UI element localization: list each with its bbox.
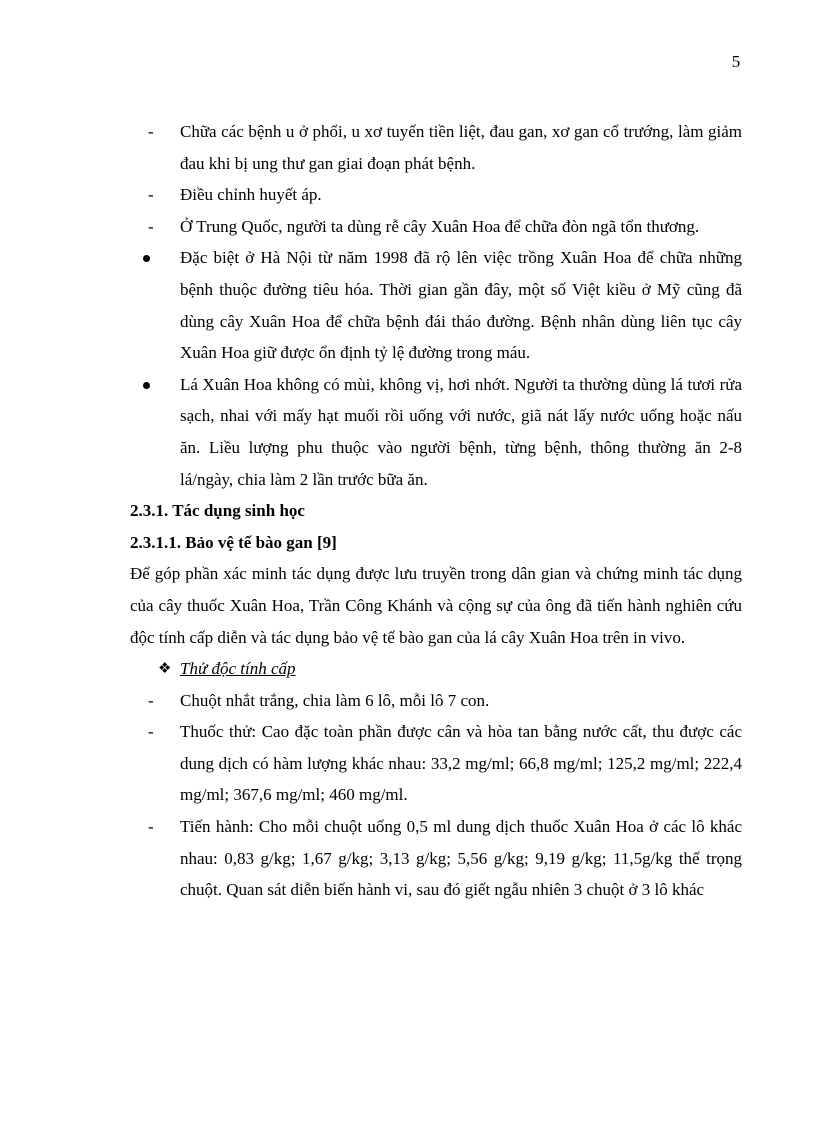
- dash-list-item: [130, 685, 742, 717]
- dash-list-item: [130, 116, 742, 179]
- list-item-text: Thuốc thử: Cao đặc toàn phần được cân và hòa tan bằng nước cất, thu được các dung dịch có hàm lượng khác nhau: 33,2 mg/ml; 66,8 mg/ml; 125,2 mg/ml; 222,4 mg/ml; 367,6 mg/ml; 460 mg/ml.: [180, 722, 742, 805]
- list-item-text: Tiến hành: Cho mỗi chuột uống 0,5 ml dung dịch thuốc Xuân Hoa ở các lô khác nhau: 0,83 g/kg; 1,67 g/kg; 3,13 g/kg; 5,56 g/kg; 9,19 g/kg; 11,5g/kg thể trọng chuột. Quan sát diễn biến hành vi, sau đó giết ngẫu nhiên 3 chuột ở 3 lô khác: [180, 817, 742, 900]
- dash-list-item: [130, 811, 742, 906]
- bullet-icon: [143, 255, 150, 262]
- list-item-text: Ở Trung Quốc, người ta dùng rễ cây Xuân Hoa để chữa đòn ngã tổn thương.: [180, 216, 700, 236]
- dash-list-item: [130, 211, 742, 243]
- list-item-text: Đặc biệt ở Hà Nội từ năm 1998 đã rộ lên việc trồng Xuân Hoa để chữa những bệnh thuộc đường tiêu hóa. Thời gian gần đây, một số Việt kiều ở Mỹ cũng đã dùng cây Xuân Hoa để chữa bệnh đái tháo đường. Bệnh nhân dùng liên tục cây Xuân Hoa giữ được ổn định tỷ lệ đường trong máu.: [180, 248, 742, 363]
- dash-marker: -: [148, 817, 154, 837]
- dash-marker: -: [148, 690, 154, 710]
- dash-list-item: [130, 716, 742, 811]
- bullet-list-item: [130, 242, 742, 368]
- list-item-text: Chuột nhắt trắng, chia làm 6 lô, mỗi lô 7 con.: [180, 690, 490, 710]
- subsection-heading: 2.3.1.1. Bảo vệ tế bào gan [9]: [130, 532, 337, 552]
- dash-marker: -: [148, 122, 154, 141]
- list-item-text: Lá Xuân Hoa không có mùi, không vị, hơi nhớt. Người ta thường dùng lá tươi rửa sạch, nhai với mấy hạt muối rồi uống với nước, giã nát lấy nước uống hoặc nấu ăn. Liều lượng phu thuộc vào người bệnh, từng bệnh, thông thường ăn 2-8 lá/ngày, chia làm 2 lần trước bữa ăn.: [180, 374, 742, 489]
- subsection-title-row: [130, 653, 742, 685]
- dash-marker: -: [148, 216, 154, 236]
- intro-paragraph: Để góp phần xác minh tác dụng được lưu truyền trong dân gian và chứng minh tác dụng của cây thuốc Xuân Hoa, Trần Công Khánh và cộng sự của ông đã tiến hành nghiên cứu độc tính cấp diễn và tác dụng bảo vệ tế bào gan của lá cây Xuân Hoa trên in vivo.: [130, 564, 742, 647]
- section-heading: 2.3.1. Tác dụng sinh học: [130, 501, 305, 521]
- page-content: [130, 116, 742, 906]
- dash-marker: -: [148, 185, 154, 205]
- dash-marker: -: [148, 722, 154, 742]
- list-item-text: Điều chỉnh huyết áp.: [180, 185, 322, 205]
- diamond-bullet-icon: ❖: [158, 659, 172, 678]
- bullet-icon: [143, 382, 150, 389]
- subsection-title: Thử độc tính cấp: [180, 659, 296, 679]
- page-number: 5: [731, 52, 741, 71]
- bullet-list-item: [130, 369, 742, 495]
- list-item-text: Chữa các bệnh u ở phổi, u xơ tuyến tiền liệt, đau gan, xơ gan cổ trướng, làm giảm đau khi bị ung thư gan giai đoạn phát bệnh.: [180, 122, 742, 173]
- dash-list-item: [130, 179, 742, 211]
